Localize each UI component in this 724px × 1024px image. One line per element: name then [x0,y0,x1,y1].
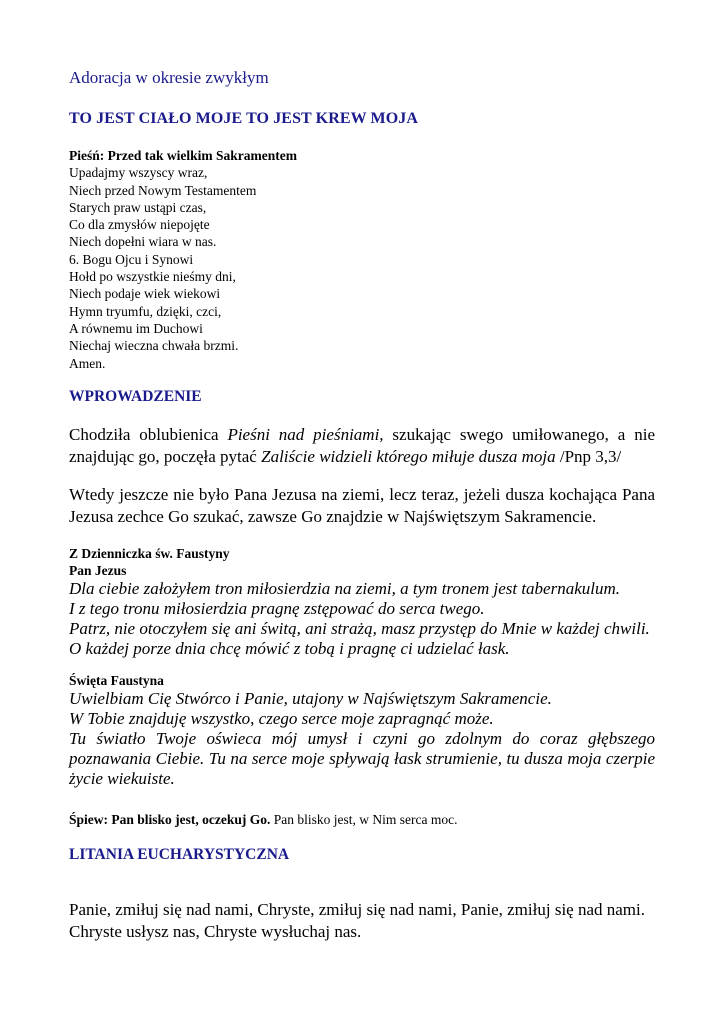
intro-p1-d: Zaliście widzieli którego miłuje dusza moja [261,447,556,466]
quote-line: I z tego tronu miłosierdzia pragnę zstępować do serca twego. [69,599,485,618]
intro-p1-e: /Pnp 3,3/ [555,447,622,466]
diary-faustyna-block [69,672,655,789]
song-line: A równemu im Duchowi [69,320,203,336]
litany-heading: LITANIA EUCHARYSTYCZNA [69,846,290,863]
intro-heading: WPROWADZENIE [69,388,202,405]
quote-paragraph: Tu światło Twoje oświeca mój umysł i czyni go zdolnym do coraz głębszego poznawania Ciebie. Tu na serce moje spływają łask strumienie, tu dusza moja czerpie życie wiekuiste. [69,729,655,788]
diary-jesus-block [69,545,655,659]
litany-text: Panie, zmiłuj się nad nami, Chryste, zmiłuj się nad nami, Panie, zmiłuj się nad nami. Chryste usłysz nas, Chryste wysłuchaj nas. [69,900,645,941]
song-line: Niech dopełni wiara w nas. [69,234,217,250]
speaker-faustyna: Święta Faustyna [69,673,164,688]
intro-p1-b: Pieśni nad pieśniami, [227,425,384,444]
song-2-text: Pan blisko jest, w Nim serca moc. [270,812,458,827]
document-title: Adoracja w okresie zwykłym [69,68,269,87]
quote-line: Dla ciebie założyłem tron miłosierdzia na ziemi, a tym tronem jest tabernakulum. [69,579,621,598]
quote-line: W Tobie znajduję wszystko, czego serce moje zapragnąć może. [69,709,494,728]
song-line: Amen. [69,355,106,371]
diary-heading: Z Dzienniczka św. Faustyny [69,546,230,561]
intro-paragraph-1 [69,424,655,468]
main-heading: TO JEST CIAŁO MOJE TO JEST KREW MOJA [69,110,419,127]
song-line: Hymn tryumfu, dzięki, czci, [69,303,222,319]
intro-paragraph-2: Wtedy jeszcze nie było Pana Jezusa na ziemi, lecz teraz, jeżeli dusza kochająca Pana Jezusa zechce Go szukać, zawsze Go znajdzie w Najświętszym Sakramencie. [69,485,655,526]
quote-line: Uwielbiam Cię Stwórco i Panie, utajony w Najświętszym Sakramencie. [69,689,552,708]
song-2 [69,812,458,828]
song-block [69,147,297,372]
intro-p1-a: Chodziła oblubienica [69,425,228,444]
song-line: Niech przed Nowym Testamentem [69,182,257,198]
intro-p1-c: szukając swego umiłowanego, a nie znajdując go, poczęła pytać [69,425,655,466]
song-line: Niech podaje wiek wiekowi [69,286,221,302]
song-line: Starych praw ustąpi czas, [69,199,207,215]
song-line: Upadajmy wszyscy wraz, [69,165,208,181]
speaker-jesus: Pan Jezus [69,563,127,578]
song-line: Hołd po wszystkie nieśmy dni, [69,269,236,285]
song-line: Niechaj wieczna chwała brzmi. [69,338,239,354]
song-line: Co dla zmysłów niepojęte [69,217,210,233]
quote-line: O każdej porze dnia chcę mówić z tobą i pragnę ci udzielać łask. [69,639,510,658]
quote-line: Patrz, nie otoczyłem się ani świtą, ani strażą, masz przystęp do Mnie w każdej chwili. [69,619,650,638]
song-title: Pieśń: Przed tak wielkim Sakramentem [69,148,297,163]
song-2-title: Śpiew: Pan blisko jest, oczekuj Go. [69,812,271,827]
song-line: 6. Bogu Ojcu i Synowi [69,251,194,267]
